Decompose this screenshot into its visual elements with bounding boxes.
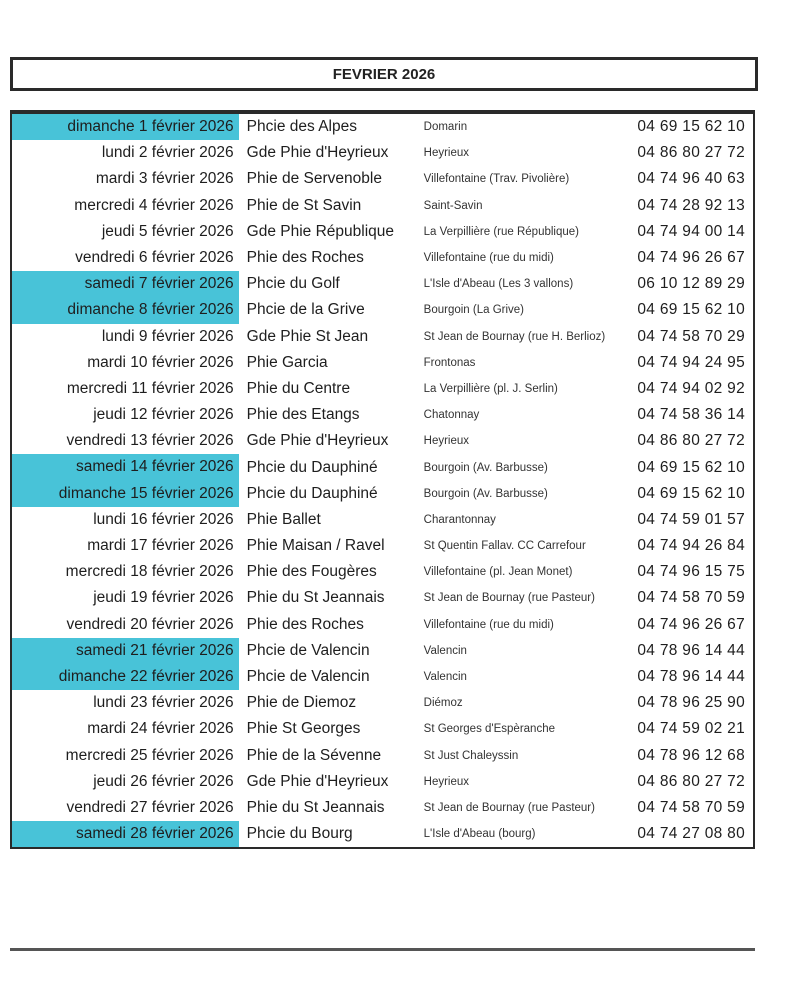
date-cell: dimanche 1 février 2026 bbox=[12, 114, 239, 140]
phone-cell: 04 74 94 24 95 bbox=[637, 353, 746, 371]
pharmacy-name-cell: Phie du St Jeannais bbox=[246, 798, 385, 816]
table-row bbox=[12, 743, 753, 769]
town-cell: Charantonnay bbox=[423, 513, 496, 526]
date-cell: mercredi 18 février 2026 bbox=[65, 563, 234, 581]
phone-cell: 04 74 96 40 63 bbox=[637, 170, 746, 188]
date-cell: lundi 23 février 2026 bbox=[93, 694, 234, 712]
pharmacy-name-cell: Phie du Centre bbox=[246, 379, 351, 397]
table-row bbox=[12, 350, 753, 376]
date-cell: dimanche 8 février 2026 bbox=[12, 297, 239, 323]
town-cell: Heyrieux bbox=[423, 775, 470, 788]
town-cell: Bourgoin (La Grive) bbox=[423, 304, 525, 317]
phone-cell: 04 74 96 15 75 bbox=[637, 563, 746, 581]
date-cell: mardi 17 février 2026 bbox=[87, 537, 234, 554]
table-row bbox=[12, 114, 753, 140]
phone-cell: 04 78 96 14 44 bbox=[637, 641, 746, 659]
town-cell: St Jean de Bournay (rue H. Berlioz) bbox=[423, 330, 606, 343]
date-cell: jeudi 12 février 2026 bbox=[93, 406, 234, 424]
phone-cell: 04 78 96 12 68 bbox=[637, 746, 746, 764]
table-row bbox=[12, 166, 753, 192]
pharmacy-name-cell: Gde Phie d'Heyrieux bbox=[246, 432, 389, 450]
pharmacy-name-cell: Phcie des Alpes bbox=[246, 118, 357, 136]
phone-cell: 04 78 96 25 90 bbox=[637, 694, 746, 712]
table-row bbox=[12, 376, 753, 402]
phone-cell: 04 69 15 62 10 bbox=[637, 484, 746, 502]
pharmacy-name-cell: Phie de Servenoble bbox=[246, 170, 382, 188]
town-cell: Bourgoin (Av. Barbusse) bbox=[423, 487, 548, 500]
date-cell: samedi 7 février 2026 bbox=[12, 271, 239, 297]
pharmacy-name-cell: Phcie du Bourg bbox=[246, 825, 353, 843]
date-cell: mercredi 11 février 2026 bbox=[66, 379, 234, 397]
town-cell: La Verpillière (rue République) bbox=[423, 225, 579, 238]
town-cell: Villefontaine (rue du midi) bbox=[423, 252, 554, 265]
date-cell: vendredi 13 février 2026 bbox=[66, 432, 234, 450]
town-cell: Villefontaine (rue du midi) bbox=[423, 618, 554, 631]
phone-cell: 04 74 96 26 67 bbox=[637, 249, 746, 267]
pharmacy-name-cell: Gde Phie d'Heyrieux bbox=[246, 144, 389, 162]
pharmacy-name-cell: Phie du St Jeannais bbox=[246, 589, 385, 607]
pharmacy-name-cell: Phie des Roches bbox=[246, 249, 364, 267]
town-cell: L'Isle d'Abeau (bourg) bbox=[423, 828, 536, 841]
date-cell: dimanche 15 février 2026 bbox=[12, 481, 239, 507]
pharmacy-name-cell: Phie Ballet bbox=[246, 510, 321, 528]
table-row bbox=[12, 140, 753, 166]
phone-cell: 04 69 15 62 10 bbox=[637, 458, 746, 476]
town-cell: St Just Chaleyssin bbox=[423, 749, 519, 762]
pharmacy-name-cell: Gde Phie d'Heyrieux bbox=[246, 772, 389, 790]
town-cell: Domarin bbox=[423, 121, 468, 134]
table-row bbox=[12, 454, 753, 480]
town-cell: Frontonas bbox=[423, 356, 476, 369]
phone-cell: 04 69 15 62 10 bbox=[637, 301, 746, 319]
pharmacy-name-cell: Phcie du Dauphiné bbox=[246, 458, 378, 476]
pharmacy-name-cell: Phie de Diemoz bbox=[246, 694, 357, 712]
table-row bbox=[12, 245, 753, 271]
phone-cell: 04 69 15 62 10 bbox=[637, 118, 746, 136]
town-cell: Heyrieux bbox=[423, 147, 470, 160]
town-cell: Saint-Savin bbox=[423, 199, 483, 212]
phone-cell: 04 86 80 27 72 bbox=[637, 432, 746, 450]
phone-cell: 04 74 96 26 67 bbox=[637, 615, 746, 633]
town-cell: Diémoz bbox=[423, 697, 463, 710]
table-row bbox=[12, 690, 753, 716]
date-cell: lundi 9 février 2026 bbox=[101, 327, 234, 345]
table-row bbox=[12, 193, 753, 219]
date-cell: mardi 3 février 2026 bbox=[95, 170, 234, 188]
table-row bbox=[12, 271, 753, 297]
table-row bbox=[12, 219, 753, 245]
pharmacy-duty-table bbox=[10, 110, 755, 849]
town-cell: Bourgoin (Av. Barbusse) bbox=[423, 461, 548, 474]
date-cell: dimanche 22 février 2026 bbox=[12, 664, 239, 690]
pharmacy-name-cell: Phie des Etangs bbox=[246, 406, 360, 424]
date-cell: mercredi 4 février 2026 bbox=[74, 196, 234, 214]
pharmacy-name-cell: Phie Garcia bbox=[246, 353, 328, 371]
town-cell: St Jean de Bournay (rue Pasteur) bbox=[423, 801, 595, 814]
phone-cell: 04 74 59 01 57 bbox=[637, 510, 746, 528]
table-row bbox=[12, 638, 753, 664]
table-row bbox=[12, 664, 753, 690]
town-cell: Chatonnay bbox=[423, 409, 480, 422]
pharmacy-name-cell: Gde Phie St Jean bbox=[246, 327, 369, 345]
pharmacy-name-cell: Phie de la Sévenne bbox=[246, 746, 382, 764]
pharmacy-name-cell: Phie des Fougères bbox=[246, 563, 377, 581]
date-cell: samedi 14 février 2026 bbox=[12, 454, 239, 480]
table-row bbox=[12, 533, 753, 559]
town-cell: Valencin bbox=[423, 671, 467, 684]
pharmacy-name-cell: Phie St Georges bbox=[246, 720, 361, 738]
table-row bbox=[12, 716, 753, 742]
table-row bbox=[12, 559, 753, 585]
table-row bbox=[12, 795, 753, 821]
phone-cell: 04 86 80 27 72 bbox=[637, 144, 746, 162]
town-cell: Valencin bbox=[423, 644, 467, 657]
table-row bbox=[12, 402, 753, 428]
pharmacy-name-cell: Phcie de Valencin bbox=[246, 641, 370, 659]
table-row bbox=[12, 769, 753, 795]
phone-cell: 04 74 27 08 80 bbox=[637, 825, 746, 843]
month-title-box bbox=[10, 57, 758, 91]
phone-cell: 04 74 94 00 14 bbox=[637, 222, 746, 240]
date-cell: mardi 10 février 2026 bbox=[87, 353, 234, 371]
table-row bbox=[12, 507, 753, 533]
phone-cell: 04 74 58 70 59 bbox=[637, 589, 746, 607]
town-cell: Heyrieux bbox=[423, 435, 470, 448]
town-cell: Villefontaine (Trav. Pivolière) bbox=[423, 173, 570, 186]
table-row bbox=[12, 821, 753, 847]
phone-cell: 04 74 58 70 59 bbox=[637, 798, 746, 816]
phone-cell: 04 74 28 92 13 bbox=[637, 196, 746, 214]
town-cell: L'Isle d'Abeau (Les 3 vallons) bbox=[423, 278, 574, 291]
date-cell: vendredi 6 février 2026 bbox=[75, 248, 234, 266]
date-cell: jeudi 19 février 2026 bbox=[93, 589, 234, 607]
date-cell: samedi 21 février 2026 bbox=[12, 638, 239, 664]
table-row bbox=[12, 324, 753, 350]
pharmacy-name-cell: Phie de St Savin bbox=[246, 196, 362, 214]
phone-cell: 04 74 59 02 21 bbox=[637, 720, 746, 738]
date-cell: mercredi 25 février 2026 bbox=[65, 746, 234, 764]
date-cell: jeudi 5 février 2026 bbox=[101, 222, 234, 240]
phone-cell: 04 78 96 14 44 bbox=[637, 668, 746, 686]
town-cell: St Jean de Bournay (rue Pasteur) bbox=[423, 592, 595, 605]
date-cell: jeudi 26 février 2026 bbox=[93, 772, 234, 790]
town-cell: La Verpillière (pl. J. Serlin) bbox=[423, 382, 558, 395]
date-cell: lundi 2 février 2026 bbox=[101, 144, 234, 162]
pharmacy-name-cell: Phcie de la Grive bbox=[246, 301, 365, 319]
phone-cell: 06 10 12 89 29 bbox=[637, 275, 746, 293]
date-cell: mardi 24 février 2026 bbox=[87, 720, 234, 738]
date-cell: samedi 28 février 2026 bbox=[12, 821, 239, 847]
month-title: FEVRIER 2026 bbox=[332, 65, 436, 83]
phone-cell: 04 74 94 26 84 bbox=[637, 537, 746, 555]
table-row bbox=[12, 585, 753, 611]
date-cell: vendredi 27 février 2026 bbox=[66, 798, 234, 816]
table-row bbox=[12, 612, 753, 638]
pharmacy-name-cell: Phcie du Golf bbox=[246, 275, 340, 293]
phone-cell: 04 86 80 27 72 bbox=[637, 772, 746, 790]
town-cell: St Quentin Fallav. CC Carrefour bbox=[423, 540, 586, 553]
table-row bbox=[12, 428, 753, 454]
phone-cell: 04 74 94 02 92 bbox=[637, 379, 746, 397]
table-row bbox=[12, 481, 753, 507]
pharmacy-name-cell: Phcie du Dauphiné bbox=[246, 484, 378, 502]
bottom-divider bbox=[10, 948, 755, 951]
pharmacy-name-cell: Phie des Roches bbox=[246, 615, 364, 633]
phone-cell: 04 74 58 36 14 bbox=[637, 406, 746, 424]
pharmacy-name-cell: Phcie de Valencin bbox=[246, 668, 370, 686]
date-cell: vendredi 20 février 2026 bbox=[66, 615, 234, 633]
pharmacy-name-cell: Gde Phie République bbox=[246, 222, 395, 240]
date-cell: lundi 16 février 2026 bbox=[93, 510, 234, 528]
table-row bbox=[12, 297, 753, 323]
pharmacy-name-cell: Phie Maisan / Ravel bbox=[246, 537, 385, 555]
town-cell: St Georges d'Espèranche bbox=[423, 723, 555, 736]
town-cell: Villefontaine (pl. Jean Monet) bbox=[423, 566, 573, 579]
phone-cell: 04 74 58 70 29 bbox=[637, 327, 746, 345]
